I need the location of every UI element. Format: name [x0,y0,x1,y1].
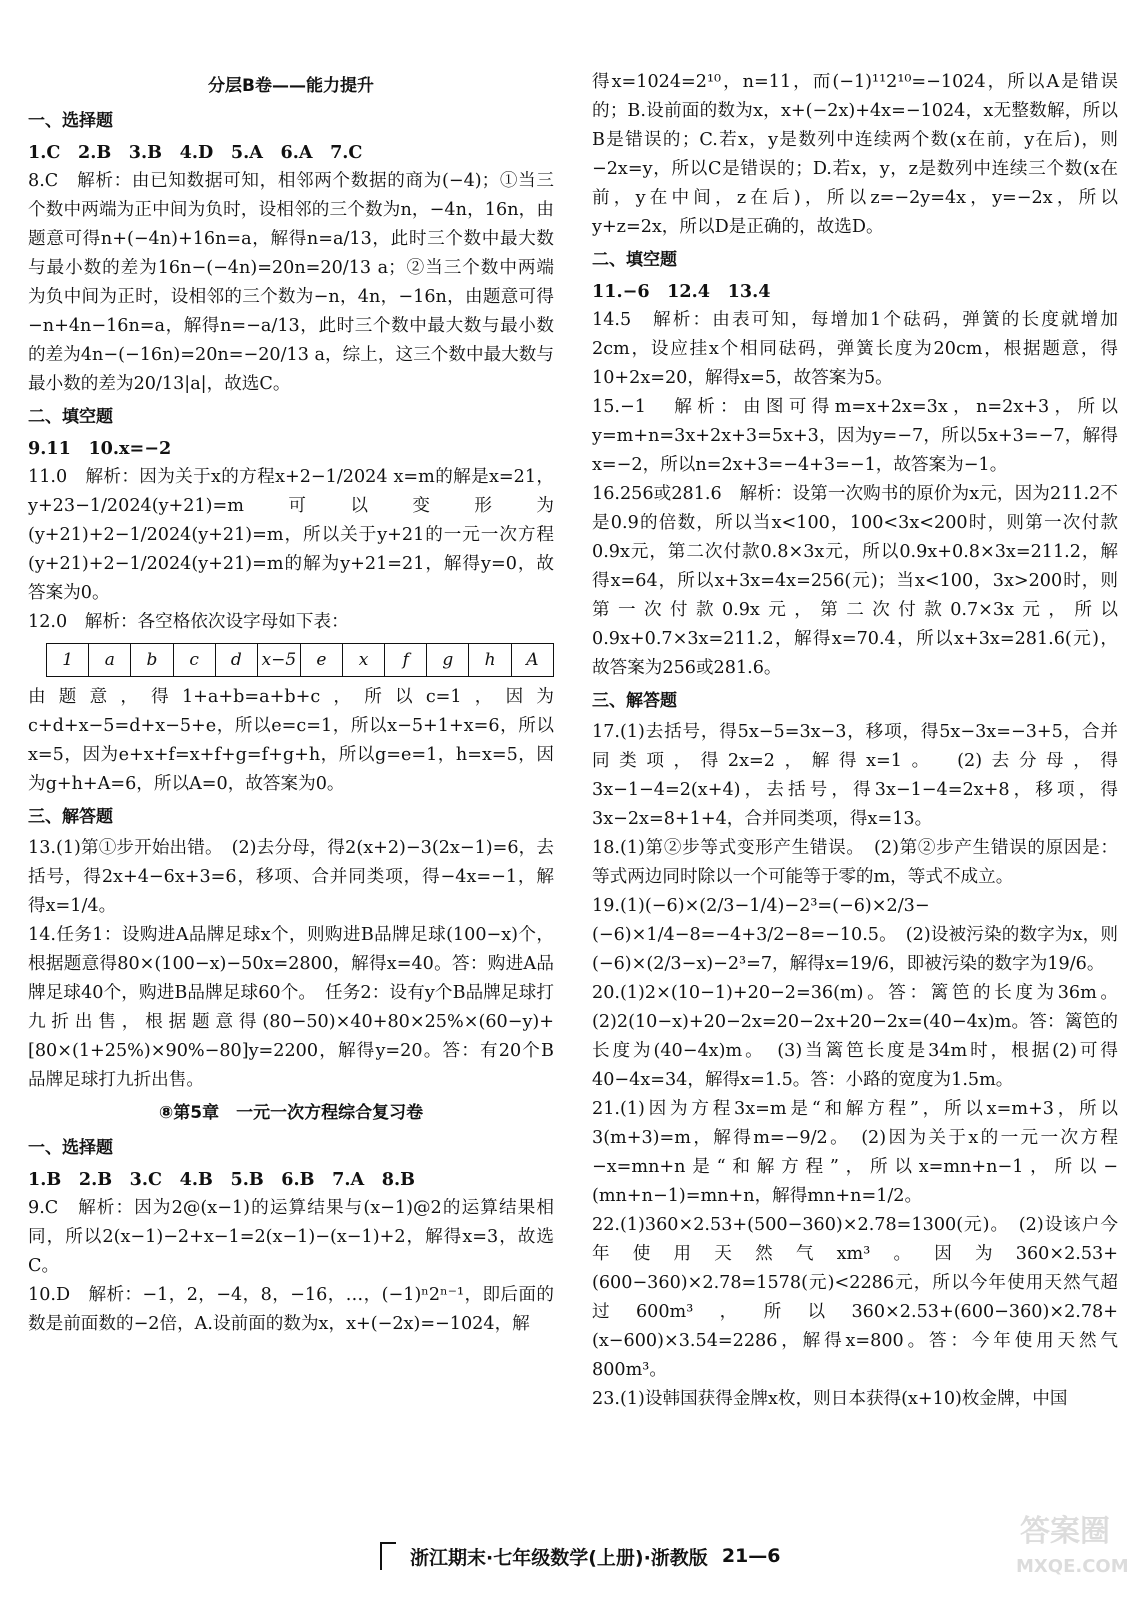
answer-16: 16.256或281.6 解析：设第一次购书的原价为x元，因为211.2不是0.9的倍数，所以当x<100，100<3x<200时，则第一次付款0.9x元，第二次付款0.8×3x元，所以0.9x+0.8×3x=211.2，解得x=64，所以x+3x=4x=256(元)；当x<100，3x>200时，则第一次付款0.9x元，第二次付款0.7×3x元，所以0.9x+0.7×3x=211.2，解得x=70.4，所以x+3x=281.6(元)，故答案为256或281.6。 [592,484,1118,678]
answer-15: 15.−1 解析：由图可得m=x+2x=3x，n=2x+3，所以y=m+n=3x+2x+3=5x+3，因为y=−7，所以5x+3=−7，解得x=−2，所以n=2x+3=−4+3=−1，故答案为−1。 [592,397,1118,475]
table-cell: d [215,644,257,677]
answer-17: 17.(1)去括号，得5x−5=3x−3，移项，得5x−3x=−3+5，合并同类项，得2x=2，解得x=1。 (2)去分母，得3x−1−4=2(x+4)，去括号，得3x−1−4=2x+8，移项，得3x−2x=8+1+4，合并同类项，得x=13。 [592,722,1118,829]
right-column [592,68,1118,1414]
table-cell: g [427,644,469,677]
answer-line: 11.−6 12.4 13.4 [592,281,771,302]
section-title: 一、选择题 [28,1138,113,1158]
table-cell: x [343,644,385,677]
table-cell: b [131,644,173,677]
answer-12: 12.0 解析：各空格依次设字母如下表： [28,612,349,632]
table-cell: x−5 [257,644,300,677]
answer-14: 14.5 解析：由表可知，每增加1个砝码，弹簧的长度就增加2cm，设应挂x个相同砝码，弹簧长度为20cm，根据题意，得10+2x=20，解得x=5，故答案为5。 [592,310,1118,388]
section-title: 二、填空题 [28,407,113,427]
left-column [28,68,554,1339]
answer-20: 20.(1)2×(10−1)+20−2=36(m)。答：篱笆的长度为36m。(2)2(10−x)+20−2x=20−2x+20−2x=(40−4x)m。答：篱笆的长度为(40−4x)m。 (3)当篱笆长度是34m时，根据(2)可得40−4x=34，解得x=1.5。答：小路的宽度为1.5m。 [592,983,1118,1090]
table-cell: A [511,644,553,677]
answer-11: 11.0 解析：因为关于x的方程x+2−1/2024 x=m的解是x=21，y+23−1/2024(y+21)=m可以变形为(y+21)+2−1/2024(y+21)=m，所以关于y+21的一元一次方程(y+21)+2−1/2024(y+21)=m的解为y+21=21，解得y=0，故答案为0。 [28,467,554,603]
answer-10-cont: 得x=1024=2¹⁰，n=11，而(−1)¹¹2¹⁰=−1024，所以A是错误的；B.设前面的数为x，x+(−2x)+4x=−1024，x无整数解，所以B是错误的；C.若x，y是数列中连续两个数(x在前，y在后)，则−2x=y，所以C是错误的；D.若x，y，z是数列中连续三个数(x在前，y在中间，z在后)，所以z=−2y=4x，y=−2x，所以y+z=2x，所以D是正确的，故选D。 [592,72,1118,237]
section-heading: 分层B卷——能力提升 [208,76,374,96]
answer-8: 8.C 解析：由已知数据可知，相邻两个数据的商为(−4)；①当三个数中两端为正中间为负时，设相邻的三个数为n，−4n，16n，由题意可得n+(−4n)+16n=a，解得n=a/13，此时三个数中最大数与最小数的差为16n−(−4n)=20n=20/13 a；②当三个数中两端为负中间为正时，设相邻的三个数为−n，4n，−16n，由题意可得−n+4n−16n=a，解得n=−a/13，此时三个数中最大数与最小数的差为4n−(−16n)=20n=−20/13 a，综上，这三个数中最大数与最小数的差为20/13|a|，故选C。 [28,171,554,394]
section-title: 二、填空题 [592,250,677,270]
table-cell: h [469,644,511,677]
watermark-text: 答案圈 [1020,1514,1110,1549]
answer-18: 18.(1)第②步等式变形产生错误。 (2)第②步产生错误的原因是：等式两边同时除以一个可能等于零的m，等式不成立。 [592,838,1118,887]
answer-21: 21.(1)因为方程3x=m是“和解方程”，所以x=m+3，所以3(m+3)=m，解得m=−9/2。 (2)因为关于x的一元一次方程−x=mn+n是“和解方程”，所以x=mn+n−1，所以−(mn+n−1)=mn+n，解得mn+n=1/2。 [592,1099,1118,1206]
answer-12-body: 由题意，得1+a+b=a+b+c，所以c=1，因为c+d+x−5=d+x−5+e，所以e=c=1，所以x−5+1+x=6，所以x=5，因为e+x+f=x+f+g=f+g+h，所以g=e=1，h=x=5，因为g+h+A=6，所以A=0，故答案为0。 [28,687,554,794]
letter-table [46,643,554,677]
table-cell: e [300,644,342,677]
answer-22: 22.(1)360×2.53+(500−360)×2.78=1300(元)。 (2)设该户今年使用天然气xm³。因为360×2.53+(600−360)×2.78=1578(元)<2286元，所以今年使用天然气超过600m³，所以360×2.53+(600−360)×2.78+(x−600)×3.54=2286，解得x=800。答：今年使用天然气800m³。 [592,1215,1118,1380]
answer-line: 9.11 10.x=−2 [28,438,172,459]
answer-line: 1.B 2.B 3.C 4.B 5.B 6.B 7.A 8.B [28,1169,415,1190]
chapter-heading: ⑧第5章 一元一次方程综合复习卷 [158,1103,424,1123]
table-cell: 1 [47,644,89,677]
corner-mark-icon [380,1542,396,1570]
answer-10: 10.D 解析：−1，2，−4，8，−16，…，(−1)ⁿ2ⁿ⁻¹，即后面的数是前面数的−2倍，A.设前面的数为x，x+(−2x)=−1024，解 [28,1285,554,1334]
book-title: 浙江期末·七年级数学(上册)·浙教版 [410,1546,708,1569]
section-title: 一、选择题 [28,111,113,131]
watermark-logo [1010,1498,1130,1588]
answer-13: 13.(1)第①步开始出错。 (2)去分母，得2(x+2)−3(2x−1)=6，去括号，得2x+4−6x+3=6，移项、合并同类项，得−4x=−1，解得x=1/4。 [28,838,554,916]
section-title: 三、解答题 [592,691,677,711]
table-cell: a [89,644,131,677]
section-title: 三、解答题 [28,807,113,827]
page-number: 21—6 [721,1545,781,1567]
table-cell: c [173,644,215,677]
page-footer [380,1542,1100,1570]
answer-9: 9.C 解析：因为2@(x−1)的运算结果与(x−1)@2的运算结果相同，所以2(x−1)−2+x−1=2(x−1)−(x−1)+2，解得x=3，故选C。 [28,1198,554,1276]
table-cell: f [385,644,427,677]
answer-23: 23.(1)设韩国获得金牌x枚，则日本获得(x+10)枚金牌，中国 [592,1389,1068,1409]
watermark-url: MXQE.COM [1016,1556,1129,1577]
answer-line: 1.C 2.B 3.B 4.D 5.A 6.A 7.C [28,142,363,163]
answer-19: 19.(1)(−6)×(2/3−1/4)−2³=(−6)×2/3−(−6)×1/4−8=−4+3/2−8=−10.5。 (2)设被污染的数字为x，则(−6)×(2/3−x)−2³=7，解得x=19/6，即被污染的数字为19/6。 [592,896,1118,974]
answer-14: 14.任务1：设购进A品牌足球x个，则购进B品牌足球(100−x)个，根据题意得80×(100−x)−50x=2800，解得x=40。答：购进A品牌足球40个，购进B品牌足球60个。 任务2：设有y个B品牌足球打九折出售，根据题意得(80−50)×40+80×25%×(60−y)+[80×(1+25%)×90%−80]y=2200，解得y=20。答：有20个B品牌足球打九折出售。 [28,925,554,1090]
